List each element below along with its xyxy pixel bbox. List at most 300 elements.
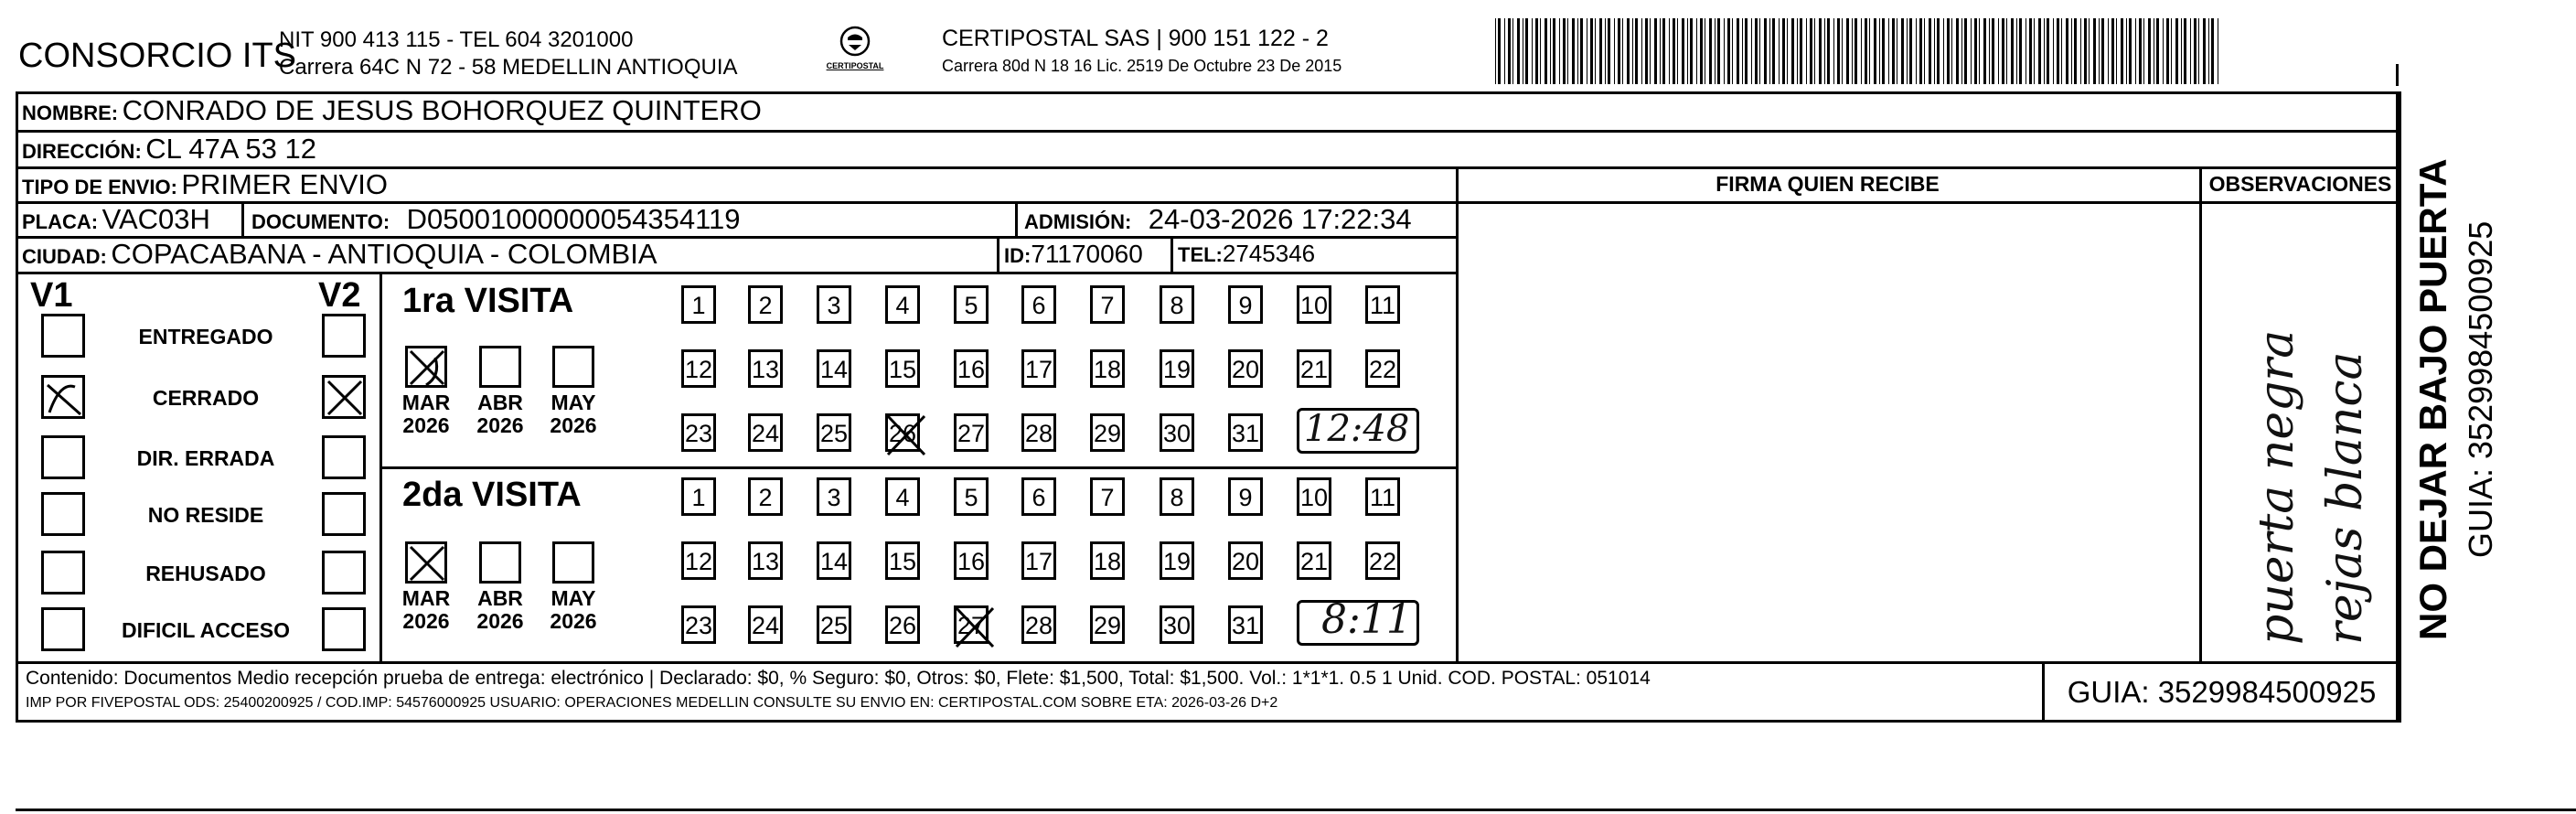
barcode-bar — [1837, 18, 1840, 84]
barcode-bar — [1861, 18, 1862, 84]
barcode-bar — [1572, 18, 1575, 84]
month-name: ABR — [477, 586, 523, 610]
day-number: 6 — [1031, 292, 1046, 319]
day-number: 11 — [1369, 292, 1396, 319]
status-label: NO RESIDE — [147, 503, 264, 527]
company-nit: NIT 900 413 115 - TEL 604 3201000 — [279, 27, 634, 52]
barcode-bar — [1764, 18, 1767, 84]
barcode-bar — [2101, 18, 2104, 84]
barcode-bar — [2116, 18, 2117, 84]
month-label — [541, 587, 605, 633]
month-label — [394, 587, 458, 633]
visit1-day-11[interactable] — [1365, 285, 1400, 324]
v2-checkbox-6[interactable] — [322, 607, 366, 651]
barcode-bar — [1673, 18, 1675, 84]
barcode-bar — [1540, 18, 1541, 84]
certipostal-line1: CERTIPOSTAL SAS | 900 151 122 - 2 — [942, 26, 1329, 51]
visit2-day-17[interactable] — [1021, 541, 1056, 580]
barcode-bar — [1550, 18, 1551, 84]
barcode-bar — [1669, 18, 1670, 84]
day-number: 20 — [1231, 356, 1260, 383]
obs-hand-line1: puerta negra — [2250, 329, 2304, 645]
visit1-day-23[interactable] — [681, 413, 716, 452]
barcode-bar — [1614, 18, 1615, 84]
visit2-day-19[interactable] — [1160, 541, 1194, 580]
day-number: 23 — [684, 420, 713, 447]
day-number: 9 — [1238, 484, 1253, 511]
barcode-bar — [1627, 18, 1630, 84]
barcode-bar — [1772, 18, 1775, 84]
visit2-day-25[interactable] — [817, 605, 851, 644]
visit1-day-10[interactable] — [1297, 285, 1331, 324]
visit1-day-19[interactable] — [1160, 349, 1194, 388]
certipostal-logo-icon — [837, 26, 873, 57]
visit1-month-checkbox-2[interactable] — [479, 346, 521, 388]
barcode-bar — [1865, 18, 1867, 84]
barcode-bar — [1645, 18, 1648, 84]
barcode-bar — [2057, 18, 2059, 84]
day-number: 4 — [895, 292, 910, 319]
status-label: CERRADO — [152, 386, 260, 410]
barcode-bar — [2074, 18, 2077, 84]
month-label — [468, 391, 532, 437]
day-number: 3 — [827, 484, 841, 511]
month-name: MAY — [550, 391, 596, 414]
barcode-bar — [2108, 18, 2109, 84]
visit2-day-10[interactable] — [1297, 477, 1331, 516]
month-year: 2026 — [550, 413, 597, 437]
tel-row — [1178, 240, 1315, 268]
barcode-bar — [2053, 18, 2054, 84]
barcode-bar — [2166, 18, 2169, 84]
barcode-bar — [2034, 18, 2035, 84]
barcode-bar — [1979, 18, 1980, 84]
admision-label: ADMISIÓN: — [1024, 210, 1132, 233]
month-name: MAR — [401, 586, 451, 610]
barcode-bar — [1846, 18, 1849, 84]
tel-value: 2745346 — [1222, 240, 1316, 267]
day-number: 30 — [1162, 612, 1192, 639]
barcode-bar — [1806, 18, 1807, 84]
visit2-day-21[interactable] — [1297, 541, 1331, 580]
x-mark-icon — [408, 348, 446, 387]
firma-label: FIRMA QUIEN RECIBE — [1716, 172, 1940, 196]
check-mark-icon — [44, 378, 84, 418]
barcode-bar — [2029, 18, 2032, 84]
day-number: 3 — [827, 292, 841, 319]
company-name: CONSORCIO ITS — [18, 37, 297, 75]
v2-checkbox-2[interactable] — [322, 375, 366, 419]
v2-label: V2 — [318, 276, 361, 315]
day-number: 14 — [819, 356, 849, 383]
barcode-bar — [1727, 18, 1730, 84]
barcode-bar — [1971, 18, 1972, 84]
visit2-day-23[interactable] — [681, 605, 716, 644]
day-number: 18 — [1093, 356, 1122, 383]
obs-hand-line2: rejas blanca — [2318, 351, 2373, 645]
visit1-title: 1ra VISITA — [402, 282, 574, 320]
day-number: 20 — [1231, 548, 1260, 575]
barcode-bar — [1892, 18, 1895, 84]
day-number: 22 — [1368, 548, 1397, 575]
visit1-day-18[interactable] — [1090, 349, 1125, 388]
barcode-bar — [2171, 18, 2172, 84]
barcode-bar — [1553, 18, 1555, 84]
barcode-bar — [1824, 18, 1825, 84]
barcode-bar — [2148, 18, 2151, 84]
barcode-bar — [1682, 18, 1684, 84]
documento-row — [251, 203, 741, 236]
barcode-bar — [1498, 18, 1501, 84]
documento-label: DOCUMENTO: — [251, 210, 390, 233]
barcode-bar — [2002, 18, 2004, 84]
day-number: 28 — [1024, 420, 1053, 447]
admision-value: 24-03-2026 17:22:34 — [1148, 203, 1412, 235]
visit1-day-3[interactable] — [817, 285, 851, 324]
visit1-day-16[interactable] — [954, 349, 989, 388]
barcode-bar — [2066, 18, 2068, 84]
observaciones-label: OBSERVACIONES — [2208, 172, 2392, 196]
barcode-bar — [2208, 18, 2209, 84]
month-name: MAR — [401, 391, 451, 414]
nombre-value: CONRADO DE JESUS BOHORQUEZ QUINTERO — [122, 94, 762, 126]
v2-checkbox-1[interactable] — [322, 314, 366, 358]
x-mark-icon — [884, 411, 928, 458]
barcode-bar — [1700, 18, 1703, 84]
barcode-bar — [1961, 18, 1962, 84]
day-number: 2 — [758, 484, 773, 511]
day-number: 27 — [957, 612, 986, 639]
barcode-bar — [1608, 18, 1610, 84]
day-number: 12 — [684, 356, 713, 383]
day-number: 7 — [1100, 292, 1115, 319]
barcode-bar — [2126, 18, 2127, 84]
visit2-day-18[interactable] — [1090, 541, 1125, 580]
placa-row — [22, 203, 210, 236]
day-number: 23 — [684, 612, 713, 639]
visit1-day-7[interactable] — [1090, 285, 1125, 324]
company-address: Carrera 64C N 72 - 58 MEDELLIN ANTIOQUIA — [279, 55, 738, 80]
barcode-bar — [2156, 18, 2159, 84]
barcode-bar — [1769, 18, 1770, 84]
visit1-day-1[interactable] — [681, 285, 716, 324]
visit2-day-31[interactable] — [1228, 605, 1263, 644]
barcode-bar — [2143, 18, 2144, 84]
visit1-day-27[interactable] — [954, 413, 989, 452]
visit1-day-25[interactable] — [817, 413, 851, 452]
barcode-bar — [2047, 18, 2049, 84]
visit1-day-29[interactable] — [1090, 413, 1125, 452]
visit2-day-22[interactable] — [1365, 541, 1400, 580]
v1-checkbox-4[interactable] — [41, 492, 85, 536]
visit2-day-2[interactable] — [748, 477, 783, 516]
barcode-bar — [1618, 18, 1620, 84]
barcode-bar — [1724, 18, 1725, 84]
day-number: 28 — [1024, 612, 1053, 639]
visit2-month-checkbox-3[interactable] — [552, 541, 594, 584]
visit1-day-12[interactable] — [681, 349, 716, 388]
month-name: ABR — [477, 391, 523, 414]
barcode-bar — [1855, 18, 1857, 84]
visit1-day-28[interactable] — [1021, 413, 1056, 452]
visit1-day-14[interactable] — [817, 349, 851, 388]
visit1-day-15[interactable] — [885, 349, 920, 388]
visit2-day-27[interactable] — [954, 605, 989, 644]
ciudad-value: COPACABANA - ANTIOQUIA - COLOMBIA — [111, 238, 657, 270]
barcode-bar — [1842, 18, 1843, 84]
v2-checkbox-5[interactable] — [322, 551, 366, 594]
v1-checkbox-5[interactable] — [41, 551, 85, 594]
v1-checkbox-6[interactable] — [41, 607, 85, 651]
visit2-day-29[interactable] — [1090, 605, 1125, 644]
v2-checkbox-4[interactable] — [322, 492, 366, 536]
barcode-bar — [2006, 18, 2007, 84]
tipo-value: PRIMER ENVIO — [181, 168, 389, 200]
barcode-bar — [1974, 18, 1977, 84]
barcode-bar — [2129, 18, 2132, 84]
tipo-label: TIPO DE ENVIO: — [22, 176, 177, 198]
day-number: 8 — [1170, 292, 1184, 319]
barcode-bar — [1755, 18, 1758, 84]
barcode-bar — [1650, 18, 1651, 84]
barcode-bar — [1687, 18, 1688, 84]
footer-guia: GUIA: 3529984500925 — [2067, 675, 2377, 709]
barcode-bar — [1545, 18, 1547, 84]
visit2-day-12[interactable] — [681, 541, 716, 580]
barcode-bar — [1622, 18, 1623, 84]
v1-checkbox-2[interactable] — [41, 375, 85, 419]
visit2-day-5[interactable] — [954, 477, 989, 516]
barcode-bar — [1998, 18, 1999, 84]
barcode-bar — [1632, 18, 1633, 84]
logo-text: CERTIPOSTAL — [826, 61, 884, 70]
barcode-bar — [1814, 18, 1815, 84]
visit2-month-checkbox-1[interactable] — [405, 541, 447, 584]
barcode-bar — [2211, 18, 2214, 84]
barcode-bar — [2111, 18, 2114, 84]
visit1-day-2[interactable] — [748, 285, 783, 324]
barcode-bar — [1605, 18, 1606, 84]
day-number: 31 — [1231, 420, 1260, 447]
day-number: 31 — [1231, 612, 1260, 639]
visit1-day-13[interactable] — [748, 349, 783, 388]
visit2-day-14[interactable] — [817, 541, 851, 580]
barcode-bar — [1827, 18, 1830, 84]
barcode-bar — [1901, 18, 1904, 84]
barcode-bar — [1599, 18, 1602, 84]
day-number: 9 — [1238, 292, 1253, 319]
admision-row — [1024, 203, 1412, 236]
barcode-bar — [1677, 18, 1678, 84]
barcode-bar — [1590, 18, 1593, 84]
day-number: 18 — [1093, 548, 1122, 575]
month-name: MAY — [550, 586, 596, 610]
day-number: 26 — [888, 612, 917, 639]
tick-mark — [2396, 64, 2399, 86]
barcode-bar — [1852, 18, 1853, 84]
day-number: 21 — [1299, 356, 1329, 383]
barcode-bar — [2175, 18, 2178, 84]
visit1-day-8[interactable] — [1160, 285, 1194, 324]
barcode-bar — [1715, 18, 1716, 84]
barcode-bar — [1951, 18, 1952, 84]
status-label: DIFICIL ACCESO — [121, 618, 290, 642]
visit1-day-9[interactable] — [1228, 285, 1263, 324]
visit2-day-4[interactable] — [885, 477, 920, 516]
visit1-month-checkbox-1[interactable] — [405, 346, 447, 388]
placa-label: PLACA: — [22, 210, 99, 233]
day-number: 6 — [1031, 484, 1046, 511]
month-year: 2026 — [476, 413, 524, 437]
barcode-bar — [1934, 18, 1935, 84]
visit1-time: 12:48 — [1304, 408, 1410, 450]
barcode-bar — [1759, 18, 1760, 84]
barcode-bar — [2084, 18, 2087, 84]
day-number: 12 — [684, 548, 713, 575]
visit1-day-20[interactable] — [1228, 349, 1263, 388]
footer-imp: IMP POR FIVEPOSTAL ODS: 25400200925 / COD.IMP: 54576000925 USUARIO: OPERACIONES MEDELLIN CONSULTE SU ENVIO EN: CERTIPOSTAL.COM SOBRE ETA: 2026-03-26 D+2 — [26, 695, 1278, 711]
month-year: 2026 — [402, 413, 450, 437]
visit2-day-28[interactable] — [1021, 605, 1056, 644]
month-label — [468, 587, 532, 633]
visit1-day-30[interactable] — [1160, 413, 1194, 452]
barcode-bar — [1983, 18, 1986, 84]
month-year: 2026 — [402, 609, 450, 633]
barcode-bar — [1563, 18, 1566, 84]
day-number: 5 — [964, 484, 978, 511]
barcode-bar — [2121, 18, 2123, 84]
day-number: 7 — [1100, 484, 1115, 511]
barcode-bar — [1943, 18, 1944, 84]
bottom-rule — [16, 809, 2576, 811]
barcode-bar — [1495, 18, 1496, 84]
day-number: 24 — [751, 420, 780, 447]
day-number: 5 — [964, 292, 978, 319]
x-mark-icon — [408, 544, 446, 583]
month-label — [394, 391, 458, 437]
barcode-bar — [1508, 18, 1511, 84]
day-number: 24 — [751, 612, 780, 639]
visit1-day-5[interactable] — [954, 285, 989, 324]
visit1-day-22[interactable] — [1365, 349, 1400, 388]
x-mark-icon — [953, 603, 997, 650]
v2-checkbox-3[interactable] — [322, 435, 366, 479]
footer-contenido: Contenido: Documentos Medio recepción prueba de entrega: electrónico | Declarado: $0, % Seguro: $0, Otros: $0, Flete: $1,500, Total: $1,500. Vol.: 1*1*1. 0.5 1 Unid. COD. POSTAL: 051014 — [26, 668, 1651, 689]
v1-checkbox-3[interactable] — [41, 435, 85, 479]
barcode-bar — [2019, 18, 2022, 84]
visit2-day-15[interactable] — [885, 541, 920, 580]
visit2-title: 2da VISITA — [402, 476, 582, 514]
barcode-bar — [2190, 18, 2191, 84]
barcode-bar — [1512, 18, 1513, 84]
day-number: 1 — [691, 484, 706, 511]
visit2-day-1[interactable] — [681, 477, 716, 516]
barcode-bar — [1504, 18, 1505, 84]
day-number: 25 — [819, 612, 849, 639]
visit2-day-26[interactable] — [885, 605, 920, 644]
barcode-bar — [2016, 18, 2017, 84]
visit1-day-26[interactable] — [885, 413, 920, 452]
barcode-bar — [1833, 18, 1834, 84]
barcode-bar — [1888, 18, 1889, 84]
day-number: 17 — [1024, 356, 1053, 383]
visit1-day-4[interactable] — [885, 285, 920, 324]
day-number: 15 — [888, 356, 917, 383]
day-number: 19 — [1162, 548, 1192, 575]
barcode-bar — [2184, 18, 2186, 84]
visit2-day-7[interactable] — [1090, 477, 1125, 516]
barcode-bar — [1819, 18, 1822, 84]
visit2-day-6[interactable] — [1021, 477, 1056, 516]
visit2-day-24[interactable] — [748, 605, 783, 644]
visit2-time: 8:11 — [1321, 596, 1412, 643]
barcode-bar — [1909, 18, 1912, 84]
visit1-day-6[interactable] — [1021, 285, 1056, 324]
barcode-bar — [2181, 18, 2182, 84]
id-row — [1004, 240, 1143, 269]
visit1-day-17[interactable] — [1021, 349, 1056, 388]
barcode-bar — [2135, 18, 2136, 84]
visit2-day-30[interactable] — [1160, 605, 1194, 644]
placa-value: VAC03H — [102, 203, 210, 235]
visit1-day-21[interactable] — [1297, 349, 1331, 388]
v1-checkbox-1[interactable] — [41, 314, 85, 358]
direccion-row — [22, 133, 316, 166]
v1-label: V1 — [30, 276, 73, 315]
barcode-bar — [2163, 18, 2164, 84]
barcode-bar — [1869, 18, 1870, 84]
visit1-day-31[interactable] — [1228, 413, 1263, 452]
day-number: 30 — [1162, 420, 1192, 447]
barcode-bar — [2139, 18, 2142, 84]
id-label: ID: — [1004, 244, 1031, 267]
barcode-bar — [2203, 18, 2206, 84]
day-number: 11 — [1369, 484, 1396, 511]
visit1-day-24[interactable] — [748, 413, 783, 452]
day-number: 1 — [691, 292, 706, 319]
barcode-bar — [1745, 18, 1748, 84]
status-label: REHUSADO — [145, 562, 266, 585]
visit2-day-8[interactable] — [1160, 477, 1194, 516]
direccion-label: DIRECCIÓN: — [22, 140, 142, 163]
no-dejar-label: NO DEJAR BAJO PUERTA — [2411, 158, 2454, 640]
visit2-day-13[interactable] — [748, 541, 783, 580]
visit2-day-11[interactable] — [1365, 477, 1400, 516]
visit2-day-3[interactable] — [817, 477, 851, 516]
visit2-day-20[interactable] — [1228, 541, 1263, 580]
nombre-row — [22, 94, 762, 127]
barcode-bar — [1779, 18, 1780, 84]
visit2-month-checkbox-2[interactable] — [479, 541, 521, 584]
visit2-day-16[interactable] — [954, 541, 989, 580]
barcode-bar — [1580, 18, 1583, 84]
barcode-bar — [1797, 18, 1798, 84]
barcode-bar — [1782, 18, 1785, 84]
barcode-bar — [1882, 18, 1885, 84]
day-number: 25 — [819, 420, 849, 447]
barcode-bar — [1532, 18, 1533, 84]
barcode-bar — [1879, 18, 1880, 84]
visit2-day-9[interactable] — [1228, 477, 1263, 516]
barcode-bar — [1874, 18, 1876, 84]
barcode-bar — [1535, 18, 1538, 84]
visit1-month-checkbox-3[interactable] — [552, 346, 594, 388]
barcode-bar — [1690, 18, 1693, 84]
day-number: 29 — [1093, 420, 1122, 447]
barcode-bar — [2061, 18, 2062, 84]
day-number: 17 — [1024, 548, 1053, 575]
day-number: 26 — [888, 420, 917, 447]
